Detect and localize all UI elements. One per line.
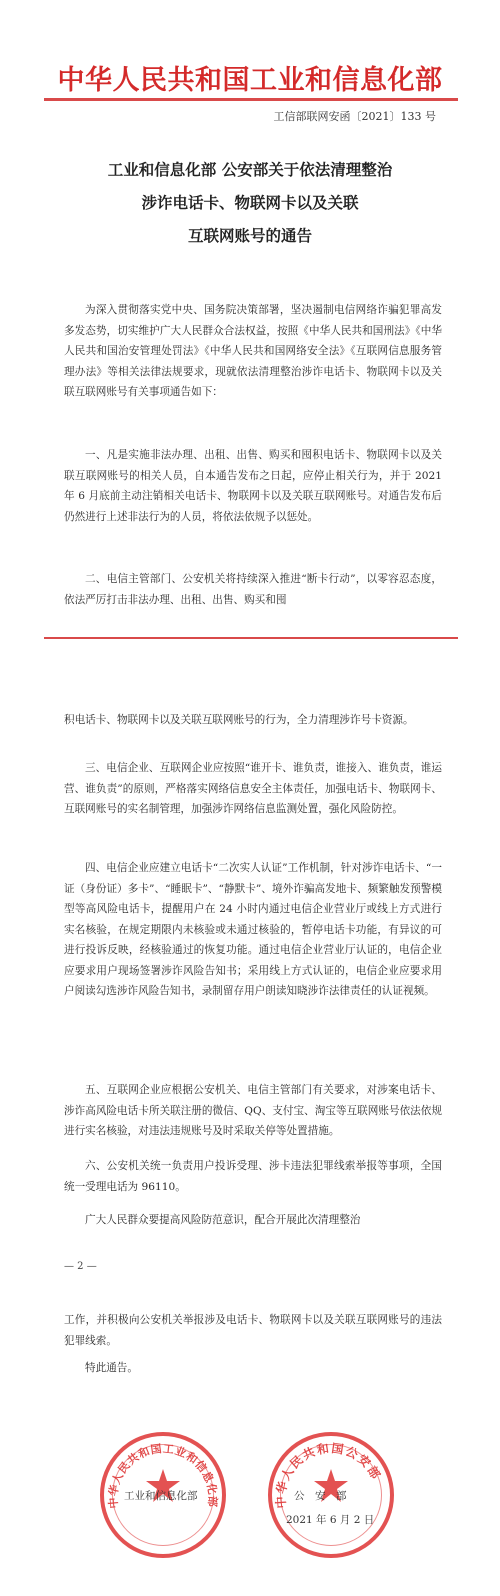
signatory-miit: 工业和信息化部 [124, 1490, 198, 1502]
body-paragraph: 积电话卡、物联网卡以及关联互联网账号的行为，全力清理涉诈号卡资源。 [64, 714, 414, 726]
title-line-1: 工业和信息化部 公安部关于依法清理整治 [107, 161, 393, 179]
body-paragraph: 为深入贯彻落实党中央、国务院决策部署，坚决遏制电信网络诈骗犯罪高发多发态势，切实维护广大人民群众合法权益，按照《中华人民共和国刑法》《中华人民共和国治安管理处罚法》《中华人民共和国网络安全法》《互联网信息服务管理办法》等相关法律法规要求，现就依法清理整治涉诈电话卡、物联网卡以及关联互联网账号有关事项通告如下： [64, 304, 442, 398]
body-paragraph: 六、公安机关统一负责用户投诉受理、涉卡违法犯罪线索举报等事项，全国统一受理电话为 96110。 [64, 1160, 442, 1193]
body-paragraph: 三、电信企业、互联网企业应按照“谁开卡、谁负责，谁接入、谁负责，谁运营、谁负责”的原则，严格落实网络信息安全主体责任，加强电话卡、物联网卡、互联网账号的实名制管理，加强涉诈网络信息监测处置，强化风险防控。 [64, 762, 442, 815]
page-number: — 2 — [64, 1261, 97, 1272]
svg-text:中华人民共和国公安部: 中华人民共和国公安部 [273, 1441, 384, 1509]
body-paragraph: 工作，并积极向公安机关举报涉及电话卡、物联网卡以及关联互联网账号的违法犯罪线索。 [64, 1314, 442, 1347]
issue-date: 2021 年 6 月 2 日 [286, 1514, 375, 1526]
body-paragraph: 广大人民群众要提高风险防范意识，配合开展此次清理整治 [85, 1214, 361, 1226]
issuer-header: 中华人民共和国工业和信息化部 [57, 65, 443, 96]
body-paragraph: 一、凡是实施非法办理、出租、出售、购买和囤积电话卡、物联网卡以及关联互联网账号的相关人员，自本通告发布之日起，应停止相关行为，并于 2021 年 6 月底前主动注销相关电话卡、物联网卡以及关联互联网账号。对通告发布后仍然进行上述非法行为的人员，将依法依规予以惩处。 [64, 449, 442, 523]
body-paragraph: 二、电信主管部门、公安机关将持续深入推进“断卡行动”，以零容忍态度，依法严厉打击非法办理、出租、出售、购买和囤 [64, 573, 442, 606]
svg-text:中华人民共和国工业和信息化部: 中华人民共和国工业和信息化部 [106, 1442, 220, 1509]
title-line-2: 涉诈电话卡、物联网卡以及关联 [141, 194, 359, 212]
body-paragraph: 特此通告。 [85, 1362, 138, 1374]
header-rule [44, 98, 458, 101]
title-line-3: 互联网账号的通告 [187, 227, 312, 245]
document-number: 工信部联网安函〔2021〕133 号 [273, 110, 436, 123]
page-break-rule [44, 637, 458, 639]
signatory-mps: 公 安 部 [294, 1490, 347, 1502]
body-paragraph: 四、电信企业应建立电话卡“二次实人认证”工作机制，针对涉诈电话卡、“一证（身份证）多卡”、“睡眠卡”、“静默卡”、境外诈骗高发地卡、频繁触发预警模型等高风险电话卡，提醒用户在 24 小时内通过电信企业营业厅或线上方式进行实名核验，在规定期限内未核验或未通过核验的，暂停电话卡功能，有异议的可进行投诉反映，经核验通过的恢复功能。通过电信企业营业厅认证的，电信企业应要求用户现场签署涉诈风险告知书；采用线上方式认证的，电信企业应要求用户阅读勾选涉诈风险告知书，录制留存用户朗读知晓涉诈法律责任的认证视频。 [64, 862, 442, 997]
body-paragraph: 五、互联网企业应根据公安机关、电信主管部门有关要求，对涉案电话卡、涉诈高风险电话卡所关联注册的微信、QQ、支付宝、淘宝等互联网账号依法依规进行实名核验，对违法违规账号及时采取关停等处置措施。 [64, 1084, 442, 1137]
